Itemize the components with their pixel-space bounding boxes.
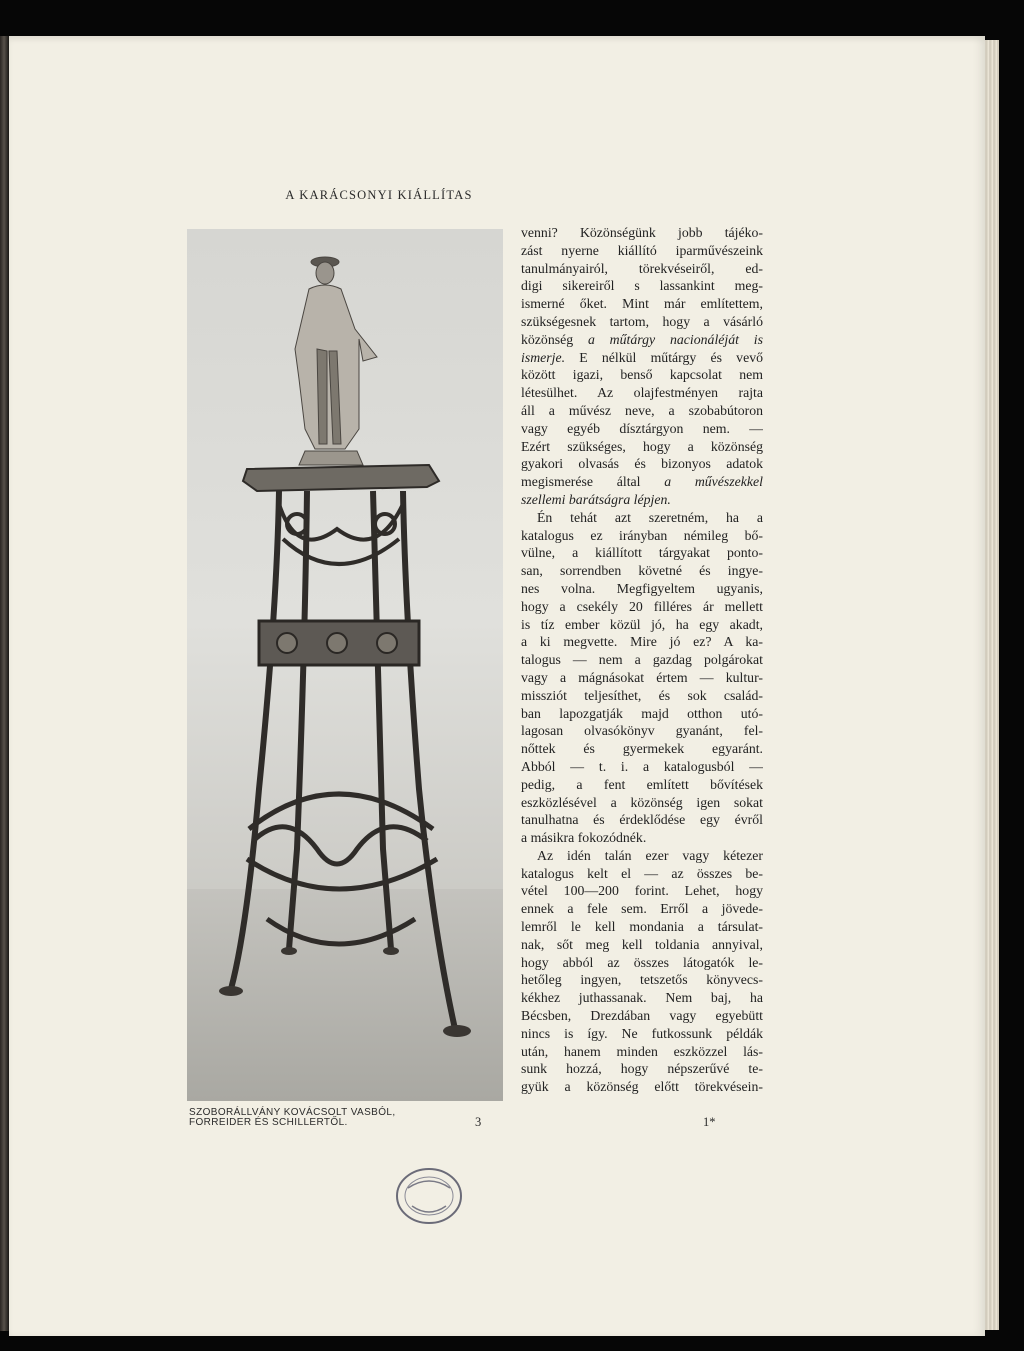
text-run: is tíz ember közül jó, ha egy akadt,: [521, 616, 763, 632]
text-run: sunk hozzá, hogy népszerűvé te-: [521, 1061, 763, 1077]
text-run: katalogus ez irányban némileg bő-: [521, 527, 763, 543]
text-run: a ki megvette. Mire jó ez? A ka-: [521, 634, 763, 650]
text-run: vagy egyéb dísztárgyon nem. —: [521, 420, 763, 436]
text-run: gyük a közönség előtt törekvésein-: [521, 1079, 763, 1095]
text-run: tanulhatna és érdeklődése egy évről: [521, 812, 763, 828]
text-run: lemről le kell mondania a társulat-: [521, 919, 763, 935]
text-run: Én tehát azt szeretném, ha a: [537, 509, 763, 525]
text-run: Abból — t. i. a katalogusból —: [521, 758, 763, 774]
text-run: nincs is így. Ne futkossunk példák: [521, 1025, 763, 1041]
page-number: 3: [475, 1115, 482, 1129]
text-run: Ezért szükséges, hogy a közönség: [521, 438, 763, 454]
text-line: [521, 865, 763, 883]
text-line: [521, 509, 763, 527]
text-line: [521, 1060, 763, 1078]
text-line: [521, 473, 763, 491]
text-line: [521, 277, 763, 295]
statue-figure: [295, 257, 377, 465]
text-run: hogy abból az összes látogatók le-: [521, 954, 763, 970]
italic-run: a műtárgy nacionáléját is: [587, 331, 763, 347]
text-line: [521, 722, 763, 740]
text-run: ismerné őket. Mint már említettem,: [521, 296, 763, 312]
italic-run: ismerje.: [521, 349, 566, 365]
body-text-column: [521, 224, 763, 1096]
text-run: nak, sőt meg kell toldania annyival,: [521, 936, 763, 952]
text-line: [521, 402, 763, 420]
text-run: missziót teljesíthet, és sok család-: [521, 687, 763, 703]
text-line: [521, 455, 763, 473]
text-run: nes volna. Megfigyeltem ugyanis,: [521, 580, 763, 596]
text-run: talogus — nem a gazdag polgárokat: [521, 652, 763, 668]
text-line: [521, 829, 763, 847]
stand-top-slab: [243, 465, 439, 491]
text-run: megismerése által: [521, 474, 665, 490]
text-line: [521, 687, 763, 705]
text-line: [521, 651, 763, 669]
text-line: [521, 331, 763, 349]
text-line: [521, 491, 763, 509]
text-run: eszközlésével a közönség igen sokat: [521, 794, 763, 810]
text-line: [521, 384, 763, 402]
text-run: ban lapozgatják majd otthon utó-: [521, 705, 763, 721]
photo-caption: [189, 1108, 499, 1128]
text-line: [521, 544, 763, 562]
text-line: [521, 811, 763, 829]
text-line: [521, 847, 763, 865]
text-run: vülne, a kiállított tárgyakat ponto-: [521, 545, 763, 561]
text-line: [521, 918, 763, 936]
text-line: [521, 295, 763, 313]
text-run: hogy a csekély 20 filléres ár mellett: [521, 598, 763, 614]
text-run: Bécsben, Drezdában vagy egyebütt: [521, 1008, 763, 1024]
text-run: között igazi, benső kapcsolat nem: [521, 367, 763, 383]
text-line: [521, 900, 763, 918]
text-run: vétel 100—200 forint. Lehet, hogy: [521, 883, 763, 899]
text-line: [521, 1007, 763, 1025]
text-line: [521, 366, 763, 384]
text-line: [521, 616, 763, 634]
text-line: [521, 598, 763, 616]
text-line: [521, 669, 763, 687]
text-line: [521, 420, 763, 438]
text-line: [521, 705, 763, 723]
photo-plate-sculpture-stand: [187, 229, 503, 1101]
text-line: [521, 313, 763, 331]
text-line: [521, 936, 763, 954]
signature-mark: 1*: [703, 1115, 716, 1129]
text-line: [521, 740, 763, 758]
text-run: a másikra fokozódnék.: [521, 830, 647, 846]
text-line: [521, 882, 763, 900]
text-run: vagy a mágnásokat értem — kultur-: [521, 669, 763, 685]
text-run: létesülhet. Az olajfestményen rajta: [521, 385, 763, 401]
caption-line-2: FORREIDER ÉS SCHILLERTŐL.: [189, 1117, 348, 1128]
text-line: [521, 580, 763, 598]
text-run: után, hanem minden eszközzel lás-: [521, 1043, 763, 1059]
text-run: venni? Közönségünk jobb tájéko-: [521, 225, 763, 240]
text-run: hetőleg ingyen, tetszetős könyvecs-: [521, 972, 763, 988]
italic-run: szellemi barátságra lépjen.: [521, 491, 671, 507]
text-run: lagosan olvasókönyv gyanánt, fel-: [521, 723, 763, 739]
text-line: [521, 224, 763, 242]
text-line: [521, 758, 763, 776]
upper-scrollwork: [279, 504, 403, 564]
book-spine: [0, 36, 9, 1331]
text-run: pedig, a fent említett bővítések: [521, 776, 763, 792]
text-run: zást nyerne kiállító iparművészeink: [521, 242, 763, 258]
text-run: tanulmányairól, törekvéseiről, ed-: [521, 260, 763, 276]
text-line: [521, 527, 763, 545]
text-line: [521, 260, 763, 278]
text-line: [521, 242, 763, 260]
stand-illustration: [187, 229, 503, 1101]
text-run: san, sorrendben követné és ingye-: [521, 563, 763, 579]
text-run: nőttek és gyermekek egyaránt.: [521, 741, 763, 757]
text-run: gyakori olvasás és bizonyos adatok: [521, 456, 763, 472]
text-run: közönség: [521, 331, 588, 347]
text-run: E nélkül műtárgy és vevő: [565, 349, 763, 365]
caption-line-1: SZOBORÁLLVÁNY KOVÁCSOLT VASBÓL,: [189, 1107, 396, 1118]
text-run: digi sikereiről s lassankint meg-: [521, 278, 763, 294]
italic-run: a művészekkel: [664, 474, 763, 490]
library-stamp: [394, 1166, 464, 1226]
text-line: [521, 438, 763, 456]
text-line: [521, 954, 763, 972]
running-head: A KARÁCSONYI KIÁLLÍTAS: [285, 188, 473, 202]
text-run: katalogus kelt el — az összes be-: [521, 865, 763, 881]
text-run: ennek a fele sem. Erről a jövede-: [521, 901, 763, 917]
text-run: Az idén talán ezer vagy kétezer: [537, 847, 763, 863]
text-line: [521, 633, 763, 651]
text-line: [521, 971, 763, 989]
text-line: [521, 989, 763, 1007]
text-line: [521, 1025, 763, 1043]
text-line: [521, 794, 763, 812]
text-run: szükségesnek tartom, hogy a vásárló: [521, 313, 763, 329]
book-page: [9, 36, 985, 1336]
text-line: [521, 349, 763, 367]
shelf-ornaments: [277, 633, 397, 653]
text-line: [521, 776, 763, 794]
text-line: [521, 1078, 763, 1096]
text-line: [521, 562, 763, 580]
text-run: kékhez juthassanak. Nem baj, ha: [521, 990, 763, 1006]
text-line: [521, 1043, 763, 1061]
text-run: áll a művész neve, a szobabútoron: [521, 402, 763, 418]
